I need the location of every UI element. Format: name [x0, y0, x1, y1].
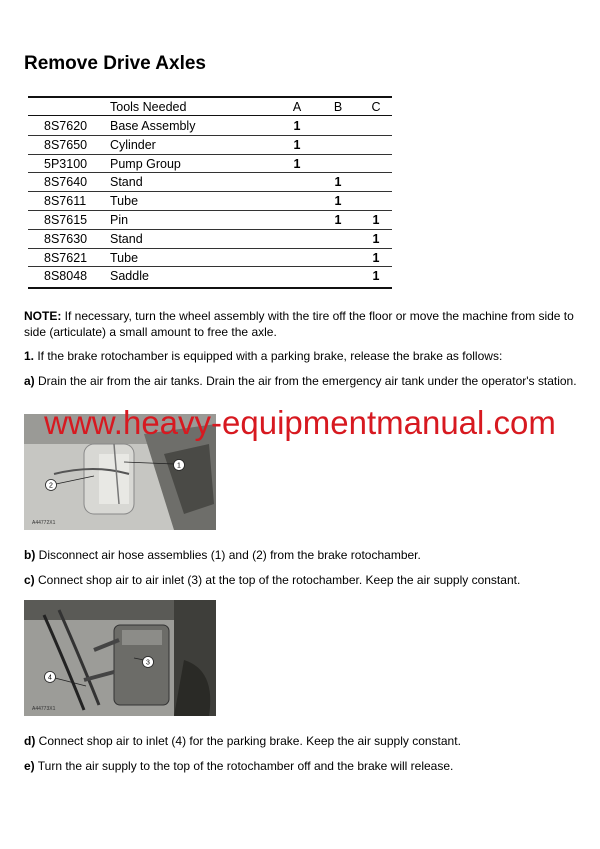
tool-description: Base Assembly	[110, 119, 196, 133]
note-text: If necessary, turn the wheel assembly with the tire off the floor or move the machine from side to side (articulate) a small amount to free the axle.	[24, 309, 574, 339]
step-c-text: Connect shop air to air inlet (3) at the top of the rotochamber. Keep the air supply constant.	[34, 573, 521, 587]
step-d-text: Connect shop air to inlet (4) for the parking brake. Keep the air supply constant.	[35, 734, 461, 748]
step-a	[24, 373, 580, 389]
table-header-rule	[28, 115, 392, 116]
note-paragraph	[24, 308, 580, 340]
tool-qty-b: 1	[334, 213, 342, 227]
figure-1-id: A44772X1	[32, 520, 56, 526]
tool-part-number: 5P3100	[44, 156, 88, 171]
tool-qty-a: 1	[293, 119, 301, 133]
note-label: NOTE:	[24, 309, 62, 323]
step-e-text: Turn the air supply to the top of the rotochamber off and the brake will release.	[34, 759, 454, 773]
callout-3: 3	[146, 659, 150, 667]
table-row	[28, 192, 392, 210]
tool-part-number: 8S7621	[44, 250, 88, 265]
tool-qty-a: 1	[293, 137, 301, 152]
callout-4: 4	[48, 674, 52, 682]
tool-qty-b: 1	[334, 175, 342, 190]
header-tools-needed: Tools Needed	[110, 100, 187, 114]
tool-description: Pin	[110, 213, 129, 227]
step-e	[24, 758, 580, 774]
table-row	[28, 136, 392, 154]
step-c	[24, 572, 580, 588]
tool-description: Saddle	[110, 269, 149, 284]
tool-qty-c: 1	[372, 250, 380, 265]
tool-description: Stand	[110, 231, 143, 246]
page-title: Remove Drive Axles	[24, 53, 207, 74]
step-d	[24, 733, 580, 749]
tool-qty-c: 1	[372, 231, 380, 246]
tool-qty-a: 1	[293, 156, 301, 171]
table-row	[28, 173, 392, 191]
step-e-label: e)	[24, 759, 35, 773]
step-c-label: c)	[24, 573, 35, 587]
tool-qty-b: 1	[334, 194, 342, 209]
step-b	[24, 547, 580, 563]
tool-part-number: 8S7620	[44, 119, 88, 133]
tool-part-number: 8S7630	[44, 231, 88, 246]
step-b-label: b)	[24, 548, 36, 562]
step-d-label: d)	[24, 734, 36, 748]
table-row	[28, 155, 392, 173]
step-b-text: Disconnect air hose assemblies (1) and (2) from the brake rotochamber.	[35, 548, 421, 562]
tool-part-number: 8S7640	[44, 175, 88, 190]
header-c: C	[371, 100, 381, 114]
figure-2-id: A44773X1	[32, 706, 56, 712]
tool-description: Tube	[110, 194, 139, 209]
callout-1: 1	[177, 462, 181, 470]
table-header-row	[28, 98, 392, 116]
watermark-url: www.heavy-equipmentmanual.com	[44, 404, 556, 441]
callout-2: 2	[49, 482, 53, 490]
table-row	[28, 249, 392, 267]
table-bottom-rule	[28, 287, 392, 289]
step-1-label: 1.	[24, 349, 35, 363]
tool-description: Tube	[110, 250, 139, 265]
figure-2-photo	[24, 600, 216, 716]
table-row	[28, 230, 392, 248]
tool-description: Stand	[110, 175, 143, 190]
table-row	[28, 267, 392, 285]
step-a-text: Drain the air from the air tanks. Drain the air from the emergency air tank under the operator's station.	[34, 374, 577, 388]
step-1	[24, 348, 580, 364]
tool-qty-c: 1	[372, 213, 380, 227]
tool-description: Cylinder	[110, 137, 156, 152]
step-1-text: If the brake rotochamber is equipped with a parking brake, release the brake as follows:	[34, 349, 503, 363]
header-a: A	[292, 100, 302, 114]
header-b: B	[333, 100, 343, 114]
tool-part-number: 8S7615	[44, 213, 88, 227]
tool-description: Pump Group	[110, 156, 181, 171]
tool-part-number: 8S7650	[44, 137, 88, 152]
table-row	[28, 211, 392, 229]
tool-qty-c: 1	[372, 269, 380, 284]
tool-part-number: 8S8048	[44, 269, 88, 284]
table-row	[28, 117, 392, 135]
tool-part-number: 8S7611	[44, 194, 87, 209]
step-a-label: a)	[24, 374, 35, 388]
figure-2-illustration	[24, 600, 216, 716]
